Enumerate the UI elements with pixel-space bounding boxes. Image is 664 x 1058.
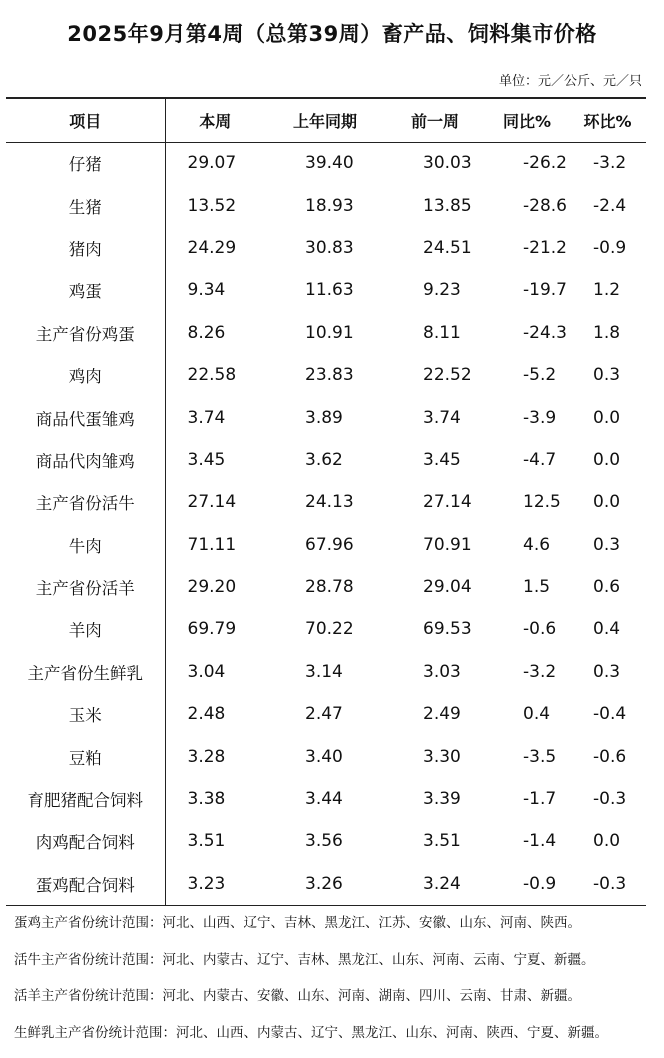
footnote-line: 生鲜乳主产省份统计范围：河北、山西、内蒙古、辽宁、黑龙江、山东、河南、陕西、宁夏、新疆。 — [14, 1022, 654, 1058]
last-year-cell: 70.22 — [265, 608, 385, 650]
this-week-cell: 22.58 — [165, 354, 265, 396]
yoy-cell: -4.7 — [485, 439, 569, 481]
yoy-cell: -0.6 — [485, 608, 569, 650]
mom-cell: 0.6 — [569, 566, 646, 608]
table-row — [6, 693, 646, 735]
table-row — [6, 396, 646, 438]
yoy-cell: -3.2 — [485, 651, 569, 693]
table-row — [6, 778, 646, 820]
this-week-cell: 3.74 — [165, 396, 265, 438]
table-row — [6, 566, 646, 608]
yoy-cell: -3.5 — [485, 735, 569, 777]
prev-week-cell: 69.53 — [385, 608, 485, 650]
mom-cell: -0.3 — [569, 863, 646, 905]
footnotes — [14, 912, 654, 1058]
last-year-cell: 11.63 — [265, 269, 385, 311]
mom-cell: -0.9 — [569, 227, 646, 269]
header-this-week: 本周 — [165, 98, 265, 142]
item-cell: 鸡蛋 — [6, 269, 165, 311]
table-row — [6, 820, 646, 862]
prev-week-cell: 3.74 — [385, 396, 485, 438]
mom-cell: 0.0 — [569, 439, 646, 481]
last-year-cell: 67.96 — [265, 524, 385, 566]
last-year-cell: 24.13 — [265, 481, 385, 523]
footnote-line: 活羊主产省份统计范围：河北、内蒙古、安徽、山东、河南、湖南、四川、云南、甘肃、新疆。 — [14, 985, 654, 1022]
header-yoy: 同比% — [485, 98, 569, 142]
price-table-container — [6, 97, 646, 906]
mom-cell: -2.4 — [569, 184, 646, 226]
header-mom: 环比% — [569, 98, 646, 142]
this-week-cell: 3.51 — [165, 820, 265, 862]
prev-week-cell: 3.24 — [385, 863, 485, 905]
item-cell: 主产省份活羊 — [6, 566, 165, 608]
this-week-cell: 29.07 — [165, 142, 265, 184]
table-row — [6, 184, 646, 226]
last-year-cell: 3.14 — [265, 651, 385, 693]
this-week-cell: 3.38 — [165, 778, 265, 820]
yoy-cell: -1.4 — [485, 820, 569, 862]
item-cell: 仔猪 — [6, 142, 165, 184]
prev-week-cell: 30.03 — [385, 142, 485, 184]
this-week-cell: 3.28 — [165, 735, 265, 777]
mom-cell: 0.4 — [569, 608, 646, 650]
mom-cell: 0.0 — [569, 820, 646, 862]
table-row — [6, 651, 646, 693]
prev-week-cell: 24.51 — [385, 227, 485, 269]
item-cell: 玉米 — [6, 693, 165, 735]
mom-cell: 0.3 — [569, 651, 646, 693]
last-year-cell: 28.78 — [265, 566, 385, 608]
mom-cell: -0.3 — [569, 778, 646, 820]
table-body — [6, 142, 646, 905]
item-cell: 生猪 — [6, 184, 165, 226]
table-row — [6, 481, 646, 523]
mom-cell: 1.2 — [569, 269, 646, 311]
last-year-cell: 10.91 — [265, 312, 385, 354]
item-cell: 豆粕 — [6, 735, 165, 777]
prev-week-cell: 70.91 — [385, 524, 485, 566]
mom-cell: -3.2 — [569, 142, 646, 184]
item-cell: 肉鸡配合饲料 — [6, 820, 165, 862]
header-prev-week: 前一周 — [385, 98, 485, 142]
this-week-cell: 27.14 — [165, 481, 265, 523]
this-week-cell: 8.26 — [165, 312, 265, 354]
header-item: 项目 — [6, 98, 165, 142]
prev-week-cell: 27.14 — [385, 481, 485, 523]
last-year-cell: 39.40 — [265, 142, 385, 184]
yoy-cell: -5.2 — [485, 354, 569, 396]
last-year-cell: 18.93 — [265, 184, 385, 226]
item-cell: 羊肉 — [6, 608, 165, 650]
prev-week-cell: 9.23 — [385, 269, 485, 311]
last-year-cell: 3.44 — [265, 778, 385, 820]
yoy-cell: -24.3 — [485, 312, 569, 354]
this-week-cell: 29.20 — [165, 566, 265, 608]
yoy-cell: -26.2 — [485, 142, 569, 184]
prev-week-cell: 2.49 — [385, 693, 485, 735]
yoy-cell: 0.4 — [485, 693, 569, 735]
mom-cell: -0.4 — [569, 693, 646, 735]
last-year-cell: 23.83 — [265, 354, 385, 396]
item-cell: 育肥猪配合饲料 — [6, 778, 165, 820]
this-week-cell: 2.48 — [165, 693, 265, 735]
yoy-cell: 12.5 — [485, 481, 569, 523]
this-week-cell: 9.34 — [165, 269, 265, 311]
this-week-cell: 69.79 — [165, 608, 265, 650]
last-year-cell: 3.40 — [265, 735, 385, 777]
item-cell: 猪肉 — [6, 227, 165, 269]
table-row — [6, 354, 646, 396]
unit-label: 单位：元／公斤、元／只 — [499, 70, 642, 89]
yoy-cell: -19.7 — [485, 269, 569, 311]
last-year-cell: 3.89 — [265, 396, 385, 438]
table-row — [6, 735, 646, 777]
item-cell: 主产省份活牛 — [6, 481, 165, 523]
yoy-cell: -21.2 — [485, 227, 569, 269]
prev-week-cell: 22.52 — [385, 354, 485, 396]
footnote-line: 蛋鸡主产省份统计范围：河北、山西、辽宁、吉林、黑龙江、江苏、安徽、山东、河南、陕西。 — [14, 912, 654, 949]
header-row — [6, 98, 646, 142]
prev-week-cell: 8.11 — [385, 312, 485, 354]
table-row — [6, 227, 646, 269]
yoy-cell: -1.7 — [485, 778, 569, 820]
prev-week-cell: 29.04 — [385, 566, 485, 608]
this-week-cell: 3.45 — [165, 439, 265, 481]
item-cell: 主产省份生鲜乳 — [6, 651, 165, 693]
prev-week-cell: 3.39 — [385, 778, 485, 820]
item-cell: 牛肉 — [6, 524, 165, 566]
table-row — [6, 608, 646, 650]
prev-week-cell: 3.30 — [385, 735, 485, 777]
table-row — [6, 142, 646, 184]
this-week-cell: 13.52 — [165, 184, 265, 226]
last-year-cell: 3.62 — [265, 439, 385, 481]
yoy-cell: -3.9 — [485, 396, 569, 438]
yoy-cell: 1.5 — [485, 566, 569, 608]
table-row — [6, 439, 646, 481]
item-cell: 鸡肉 — [6, 354, 165, 396]
last-year-cell: 30.83 — [265, 227, 385, 269]
table-row — [6, 524, 646, 566]
table-row — [6, 269, 646, 311]
item-cell: 商品代蛋雏鸡 — [6, 396, 165, 438]
last-year-cell: 3.56 — [265, 820, 385, 862]
price-table — [6, 97, 646, 906]
last-year-cell: 3.26 — [265, 863, 385, 905]
mom-cell: -0.6 — [569, 735, 646, 777]
this-week-cell: 3.04 — [165, 651, 265, 693]
prev-week-cell: 3.45 — [385, 439, 485, 481]
this-week-cell: 3.23 — [165, 863, 265, 905]
yoy-cell: 4.6 — [485, 524, 569, 566]
item-cell: 商品代肉雏鸡 — [6, 439, 165, 481]
footnote-line: 活牛主产省份统计范围：河北、内蒙古、辽宁、吉林、黑龙江、山东、河南、云南、宁夏、新疆。 — [14, 949, 654, 986]
item-cell: 蛋鸡配合饲料 — [6, 863, 165, 905]
prev-week-cell: 13.85 — [385, 184, 485, 226]
prev-week-cell: 3.03 — [385, 651, 485, 693]
mom-cell: 0.0 — [569, 396, 646, 438]
mom-cell: 1.8 — [569, 312, 646, 354]
header-last-year: 上年同期 — [265, 98, 385, 142]
yoy-cell: -0.9 — [485, 863, 569, 905]
table-row — [6, 863, 646, 905]
mom-cell: 0.0 — [569, 481, 646, 523]
this-week-cell: 71.11 — [165, 524, 265, 566]
prev-week-cell: 3.51 — [385, 820, 485, 862]
page-title: 2025年9月第4周（总第39周）畜产品、饲料集市价格 — [0, 18, 664, 48]
mom-cell: 0.3 — [569, 524, 646, 566]
mom-cell: 0.3 — [569, 354, 646, 396]
this-week-cell: 24.29 — [165, 227, 265, 269]
table-row — [6, 312, 646, 354]
item-cell: 主产省份鸡蛋 — [6, 312, 165, 354]
yoy-cell: -28.6 — [485, 184, 569, 226]
table-header — [6, 98, 646, 142]
last-year-cell: 2.47 — [265, 693, 385, 735]
